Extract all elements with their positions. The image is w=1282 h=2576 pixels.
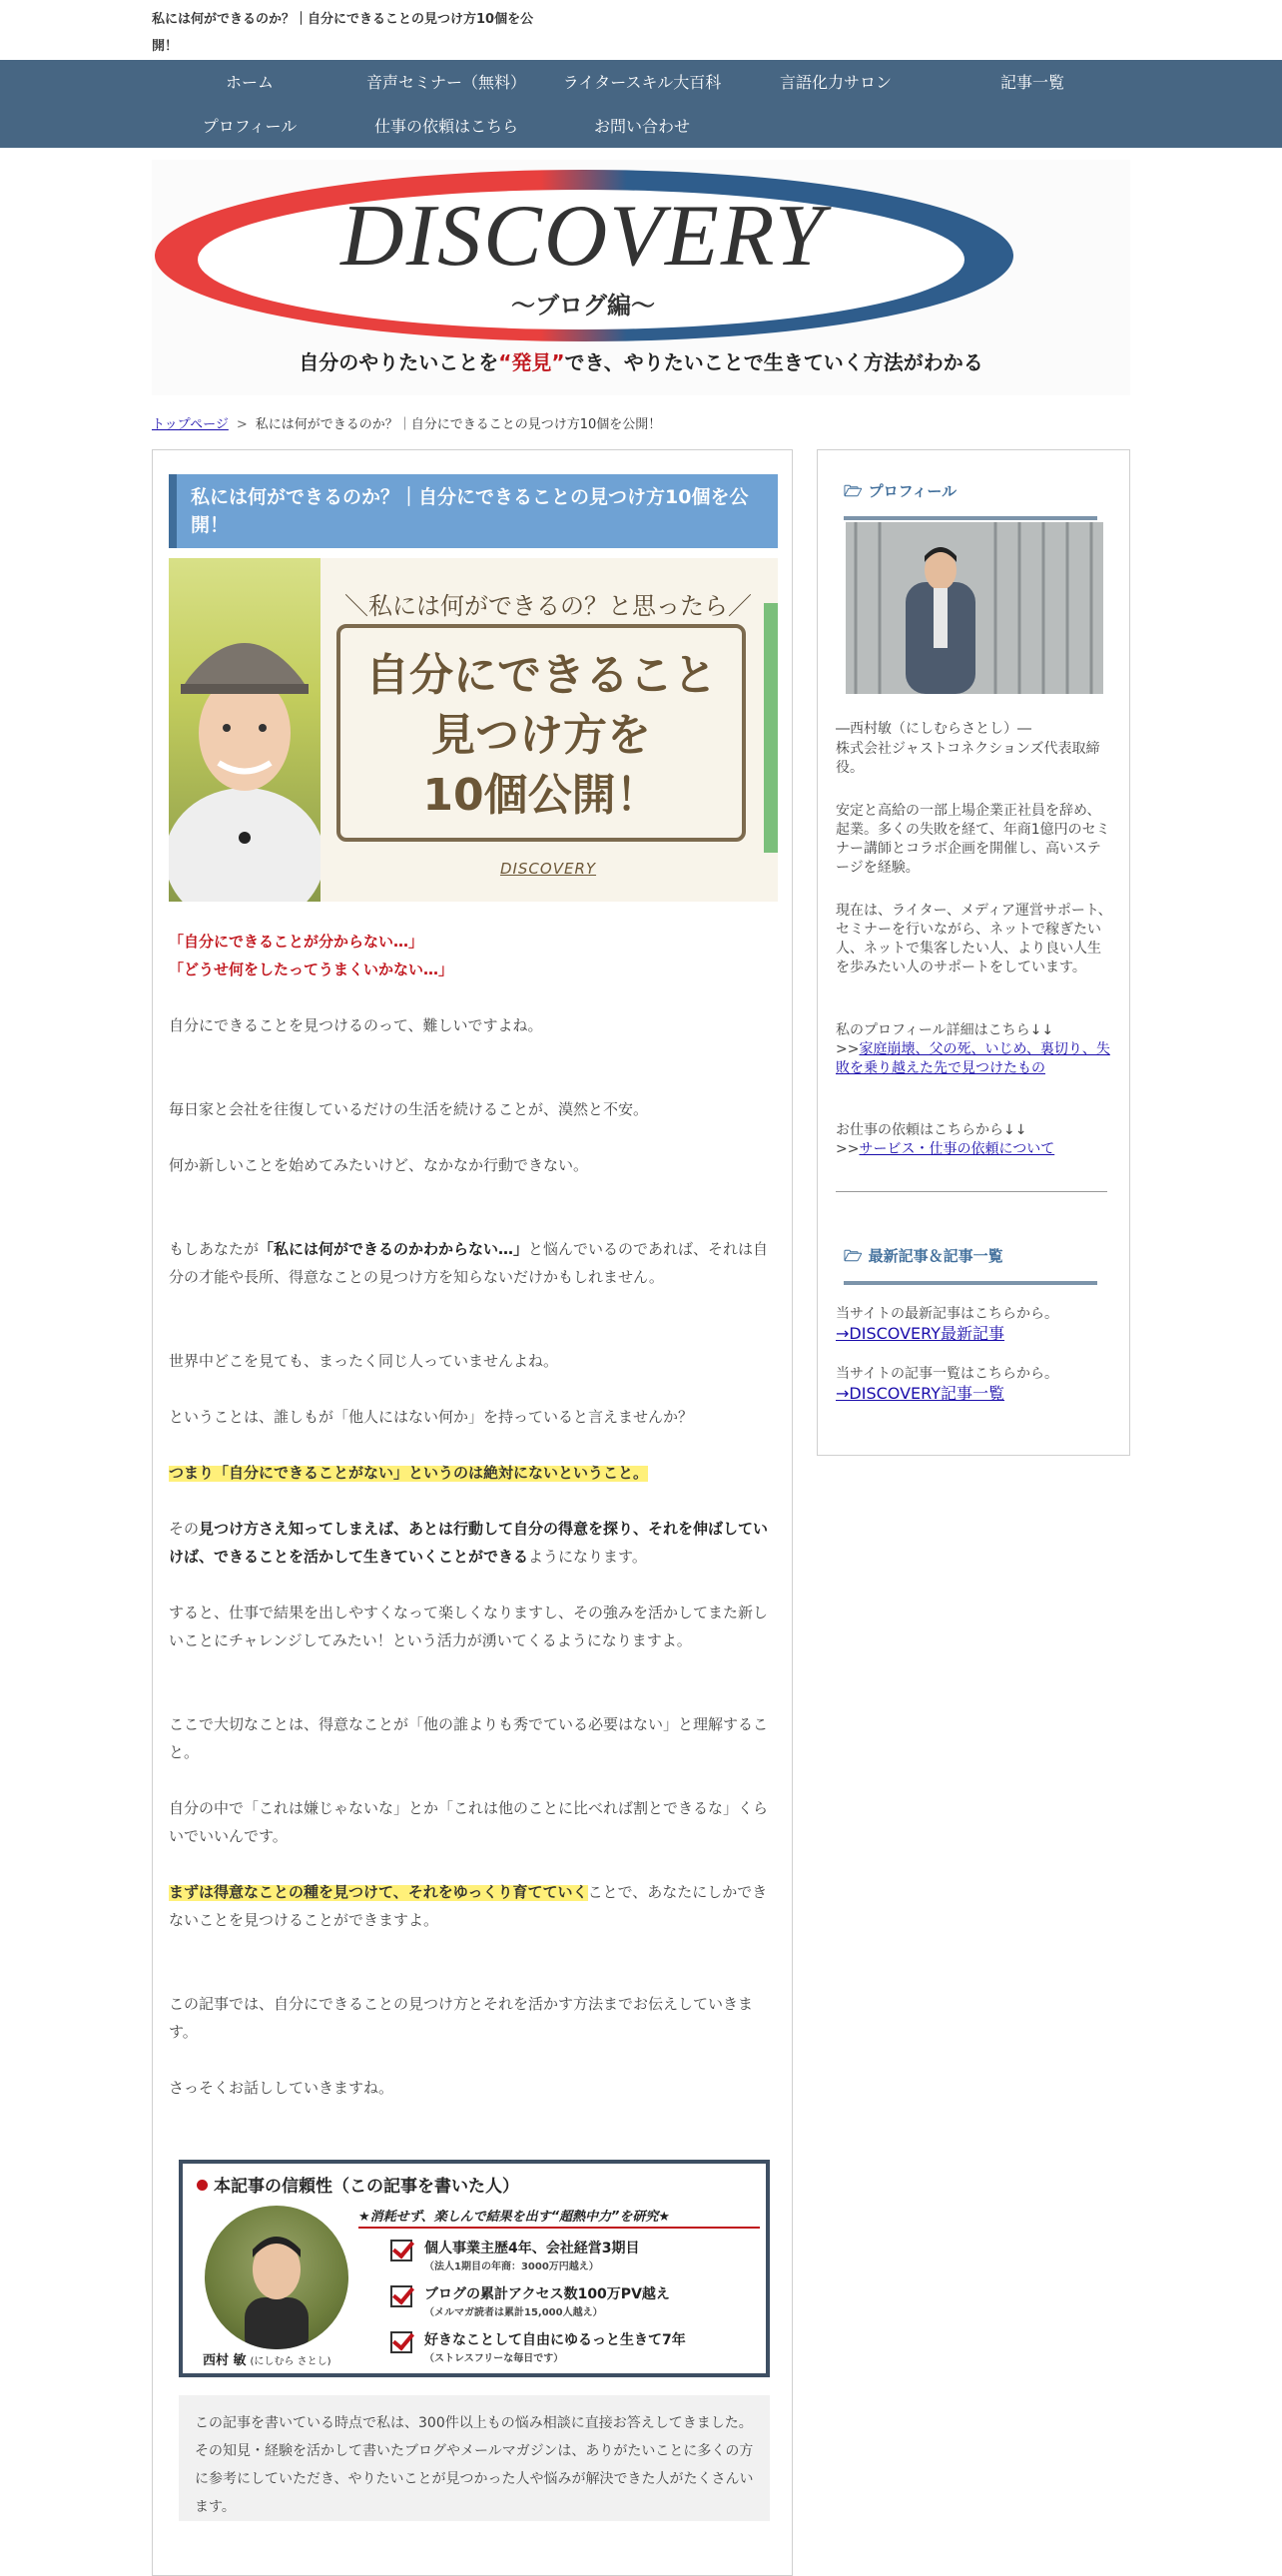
eyecatch-frame [336,624,746,842]
eyecatch-headline [340,646,742,826]
divider [836,1191,1107,1192]
folder-icon: 🗁 [844,482,863,500]
paragraph: 自分の中で「これは嫌じゃないな」とか「これは他のことに比べれば割とできるな」くらいでいいんです。 [169,1799,769,1845]
tagline-em: “発見” [498,350,565,374]
header-banner[interactable] [152,160,1130,395]
checkbox-icon [390,2331,412,2353]
folder-icon: 🗁 [844,1247,863,1265]
latest-articles: 当サイトの最新記事はこちらから。 →DISCOVERY最新記事 [836,1306,1059,1343]
entry-title: 私には何ができるのか？｜自分にできることの見つけ方10個を公開！ [169,474,778,548]
nav-profile[interactable]: プロフィール [202,117,298,136]
nav-writer-skill[interactable]: ライタースキル大百科 [562,73,722,92]
paragraph: その見つけ方さえ知ってしまえば、あとは行動して自分の得意を探り、それを伸ばしていけば、できることを活かして生きていくことができるようになります。 [169,1520,769,1566]
paragraph: 自分にできることを見つけるのって、難しいですよね。 [169,1016,543,1034]
profile-detail-link[interactable]: 家庭崩壊、父の死、いじめ、裏切り、失敗を乗り越えた先で見つけたもの [836,1041,1110,1076]
credibility-heading: 本記事の信頼性（この記事を書いた人） [197,2172,519,2197]
profile-photo [846,522,1103,694]
author-photo [169,558,320,902]
work-request: お仕事の依頼はこちらから↓↓ >>サービス・仕事の依頼について [836,1122,1055,1157]
main-content [152,449,793,2576]
widget-title-profile: 🗁 プロフィール [844,480,1097,520]
profile-detail: 私のプロフィール詳細はこちら↓↓ >>家庭崩壊、父の死、いじめ、裏切り、失敗を乗り越えた先で見つけたもの [836,1022,1110,1076]
quote-1: 「自分にできることが分からない…」 [169,933,424,951]
site-title[interactable]: 私には何ができるのか？｜自分にできることの見つけ方10個を公開！ [152,12,534,54]
eyecatch-image [169,558,778,902]
profile-name: ―西村敏（にしむらさとし）― [836,721,1031,737]
breadcrumb-current: 私には何ができるのか？｜自分にできることの見つけ方10個を公開！ [255,417,662,432]
profile-company: 株式会社ジャストコネクションズ代表取締役。 [836,741,1100,776]
article-list-link[interactable]: →DISCOVERY記事一覧 [836,1384,1005,1403]
nav-contact[interactable]: お問い合わせ [593,117,690,136]
tagline-pre: 自分のやりたいことを [299,350,499,374]
eyecatch-accent-bar [764,603,778,853]
breadcrumb-home[interactable]: トップページ [152,417,229,432]
breadcrumb-separator: > [236,417,248,432]
quote-2: 「どうせ何をしたってうまくいかない…」 [169,961,454,978]
author-avatar [205,2206,348,2349]
eyecatch-line-2: 見つけ方を [431,710,651,761]
author-credibility-card: 本記事の信頼性（この記事を書いた人） ★消耗せず、楽しんで結果を出す“超熱中力”を研究★ 西村 敏 (にしむら さとし) 個人事業主歴4年、会社経営3期目 （法人1期目の年商：3000万円越え） ブログの累計アクセス数100万PV越え （メルマガ読者は累計15,000人越え） 好きなことして自由にゆるっと生きて7年 （ストレスフリーな毎日です） [179,2160,770,2377]
nav-salon[interactable]: 言語化力サロン [779,73,892,92]
credibility-tagline: ★消耗せず、楽しんで結果を出す“超熱中力”を研究★ [358,2206,760,2229]
paragraph: この記事では、自分にできることの見つけ方とそれを活かす方法までお伝えしていきます。 [169,1995,754,2041]
svg-text:自分のやりたいことを“発見”でき、やりたいことで生きていく方 [299,350,983,374]
work-request-link[interactable]: サービス・仕事の依頼について [859,1141,1055,1157]
checkbox-icon [390,2285,412,2307]
discovery-logo [152,160,1130,395]
eyecatch-brand: DISCOVERY [499,860,597,878]
paragraph: すると、仕事で結果を出しやすくなって楽しくなりますし、その強みを活かしてまた新しいことにチャレンジしてみたい！という活力が湧いてくるようになりますよ。 [169,1604,769,1649]
paragraph: もしあなたが「私には何ができるのかわからない…」と悩んでいるのであれば、それは自分の才能や長所、得意なことの見つけ方を知らないだけかもしれません。 [169,1240,769,1286]
paragraph: 世界中どこを見ても、まったく同じ人っていませんよね。 [169,1352,559,1370]
paragraph: 何か新しいことを始めてみたいけど、なかなか行動できない。 [169,1156,589,1174]
breadcrumb [152,413,661,432]
paragraph: ということは、誰しもが「他人にはない何か」を持っていると言えませんか？ [169,1408,694,1426]
eyecatch-text-panel [320,558,778,902]
checkbox-icon [390,2240,412,2261]
profile-text-1: 安定と高給の一部上場企業正社員を辞め、起業。多くの失敗を経て、年商1億円のセミナー講師とコラボ企画を開催し、高いステージを経験。 [836,803,1110,876]
widget-title-latest: 🗁 最新記事＆記事一覧 [844,1245,1097,1285]
nav-article-list[interactable]: 記事一覧 [999,73,1064,92]
paragraph: ここで大切なことは、得意なことが「他の誰よりも秀でている必要はない」と理解すること。 [169,1715,769,1761]
author-name: 西村 敏 (にしむら さとし) [203,2353,331,2368]
paragraph: さっそくお話ししていきますね。 [169,2079,394,2097]
eyecatch-line-3: 10個公開！ [422,770,660,821]
latest-articles-link[interactable]: →DISCOVERY最新記事 [836,1324,1005,1343]
logo-sub: 〜ブログ編〜 [511,291,655,320]
paragraph: 毎日家と会社を往復しているだけの生活を続けることが、漠然と不安。 [169,1100,649,1118]
eyecatch-lead: ＼私には何ができるの？と思ったら／ [344,592,752,620]
global-nav [0,60,1282,148]
nav-audio-seminar[interactable]: 音声セミナー（無料） [365,73,526,92]
nav-work-request[interactable]: 仕事の依頼はこちら [373,117,518,136]
tagline-post: でき、やりたいことで生きていく方法がわかる [564,350,983,374]
highlight-paragraph: つまり「自分にできることがない」というのは絶対にないということ。 [169,1464,649,1482]
highlight-paragraph: まずは得意なことの種を見つけて、それをゆっくり育てていくことで、あなたにしかできないことを見つけることができますよ。 [169,1883,768,1929]
sidebar [817,449,1130,1456]
nav-home[interactable]: ホーム [225,73,274,92]
eyecatch-line-1: 自分にできること [365,650,717,701]
profile-text-2: 現在は、ライター、メディア運営サポート、セミナーを行いながら、ネットで稼ぎたい人、ネットで集客したい人、より良い人生を歩みたい人のサポートをしています。 [836,903,1112,975]
bullet-dot-icon [197,2180,208,2191]
author-note-box: この記事を書いている時点で私は、300件以上もの悩み相談に直接お答えしてきました。その知見・経験を活かして書いたブログやメールマガジンは、ありがたいことに多くの方に参考にしていただき、やりたいことが見つかった人や悩みが解決できた人がたくさんいます。 [179,2395,770,2521]
logo-text: DISCOVERY [340,188,826,285]
article-list: 当サイトの記事一覧はこちらから。 →DISCOVERY記事一覧 [836,1366,1059,1403]
